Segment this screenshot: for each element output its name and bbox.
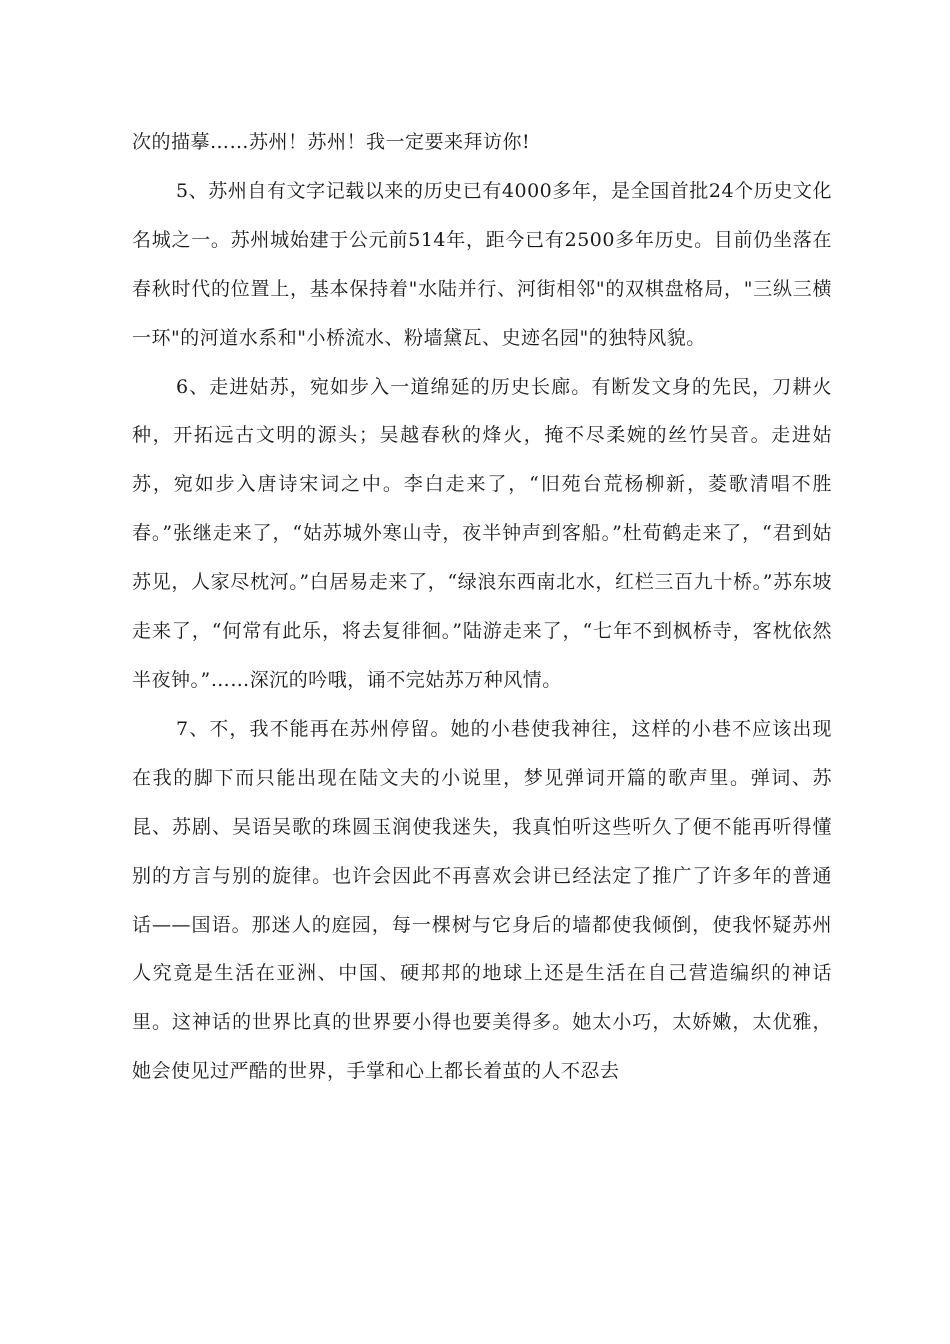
- paragraph-5: 5、苏州自有文字记载以来的历史已有4000多年，是全国首批24个历史文化名城之一。苏州城始建于公元前514年，距今已有2500多年历史。目前仍坐落在春秋时代的位置上，基本保持着"水陆并行、河街相邻"的双棋盘格局，"三纵三横一环"的河道水系和"小桥流水、粉墙黛瓦、史迹名园"的独特风貌。: [132, 179, 832, 349]
- paragraph-6: 6、走进姑苏，宛如步入一道绵延的历史长廊。有断发文身的先民，刀耕火种，开拓远古文明的源头；吴越春秋的烽火，掩不尽柔婉的丝竹吴音。走进姑苏，宛如步入唐诗宋词之中。李白走来了，“旧苑台荒杨柳新，菱歌清唱不胜春。”张继走来了，“姑苏城外寒山寺，夜半钟声到客船。”杜荀鹤走来了，“君到姑苏见，人家尽枕河。”白居易走来了，“绿浪东西南北水，红栏三百九十桥。”苏东坡走来了，“何常有此乐，将去复徘徊。”陆游走来了，“七年不到枫桥寺，客枕依然半夜钟。”……深沉的吟哦，诵不完姑苏万种风情。: [132, 375, 832, 691]
- paragraph-continuation: 次的描摹……苏州！苏州！我一定要来拜访你!: [132, 131, 531, 153]
- document-body: [132, 118, 832, 1096]
- paragraph-7: 7、不，我不能再在苏州停留。她的小巷使我神往，这样的小巷不应该出现在我的脚下而只能出现在陆文夫的小说里，梦见弹词开篇的歌声里。弹词、苏昆、苏剧、吴语吴歌的珠圆玉润使我迷失，我真怕听这些听久了便不能再听得懂别的方言与别的旋律。也许会因此不再喜欢会讲已经法定了推广了许多年的普通话——国语。那迷人的庭园，每一棵树与它身后的墙都使我倾倒，使我怀疑苏州人究竟是生活在亚洲、中国、硬邦邦的地球上还是生活在自己营造编织的神话里。这神话的世界比真的世界要小得也要美得多。她太小巧，太娇嫩，太优雅，她会使见过严酷的世界，手掌和心上都长着茧的人不忍去: [132, 717, 832, 1083]
